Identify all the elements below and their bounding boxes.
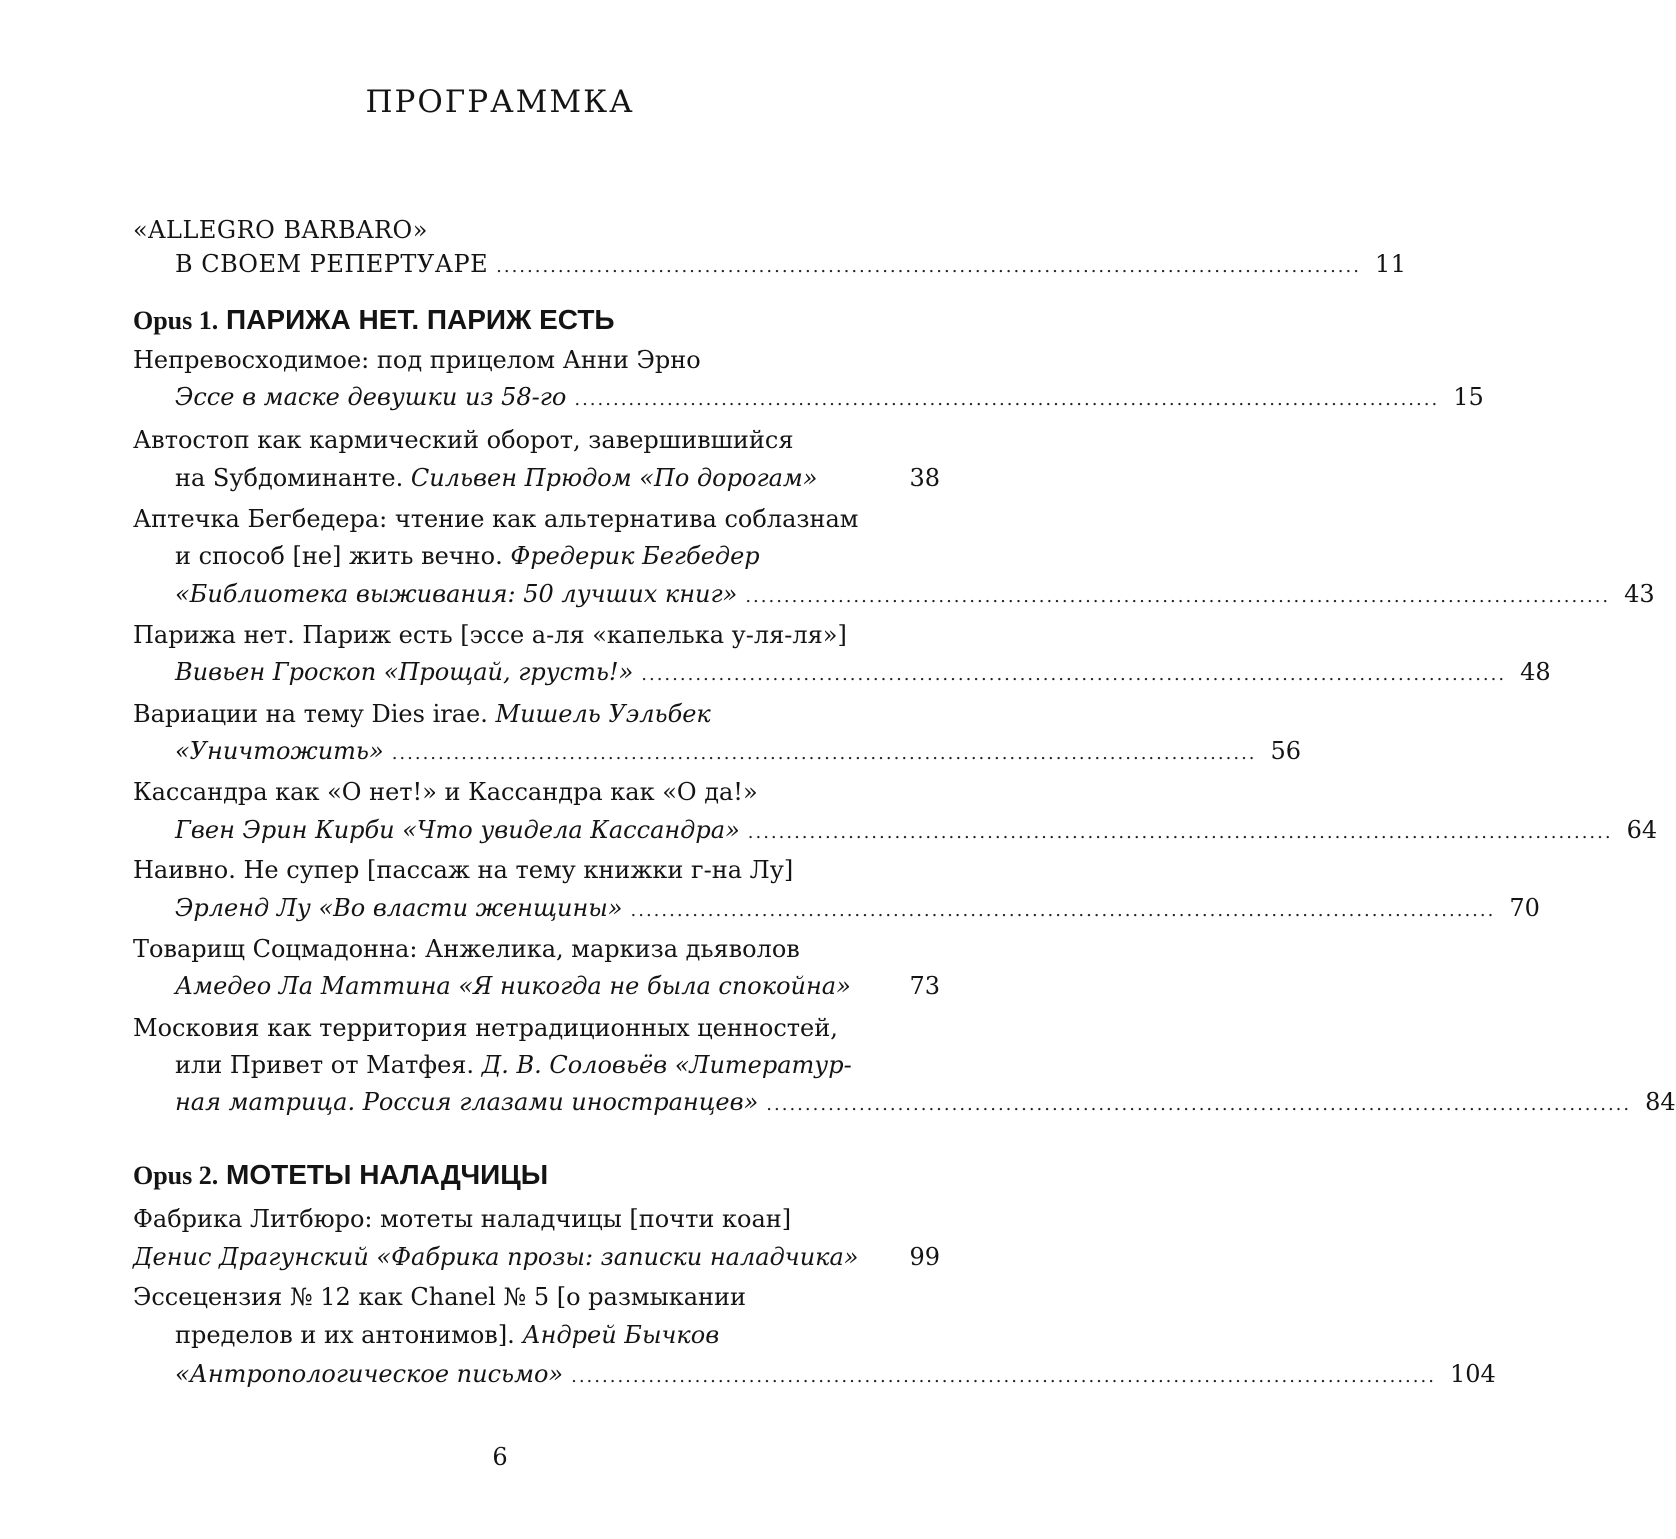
page-ref: 70 <box>1509 894 1540 922</box>
toc-entry-line[interactable]: Кассандра как «О нет!» и Кассандра как «О да!» <box>133 778 758 806</box>
page-ref: 38 <box>909 464 940 492</box>
toc-entry-line[interactable]: Парижа нет. Париж есть [эссе а-ля «капелька у-ля-ля»] <box>133 621 847 649</box>
toc-entry-line[interactable]: Гвен Эрин Кирби «Что увидела Кассандра» ................................................................................................................ 64 <box>175 813 940 847</box>
page-ref: 48 <box>1520 658 1551 686</box>
leader-dots: ................................................................................................................ <box>630 900 1496 921</box>
page-ref: 104 <box>1449 1360 1496 1388</box>
toc-entry-line[interactable]: Автостоп как кармический оборот, завершившийся <box>133 426 794 454</box>
leader-dots: ................................................................................................................ <box>574 389 1440 410</box>
leader-dots: ................................................................................................................ <box>747 822 1613 843</box>
toc-entry-line[interactable]: или Привет от Матфея. Д. В. Соловьёв «Литератур- <box>175 1051 852 1079</box>
intro-line-1: «ALLEGRO BARBARO» <box>133 216 428 244</box>
leader-dots: ................................................................................................................ <box>641 664 1507 685</box>
toc-entry-line[interactable]: «Библиотека выживания: 50 лучших книг» ................................................................................................................ 43 <box>175 577 940 611</box>
toc-entry-line[interactable]: «Уничтожить» ................................................................................................................ 56 <box>175 734 940 768</box>
page-title: ПРОГРАММКА <box>365 84 635 120</box>
intro-line-2[interactable]: В СВОЕМ РЕПЕРТУАРЕ ................................................................................................................ 11 <box>175 247 940 281</box>
toc-entry-line[interactable]: на Sубдоминанте. Сильвен Прюдом «По дорогам» 38 <box>175 461 940 495</box>
toc-entry-line[interactable]: Вариации на тему Dies irae. Мишель Уэльбек <box>133 700 711 728</box>
toc-entry-line[interactable]: Эссе в маске девушки из 58-го ................................................................................................................ 15 <box>175 380 940 414</box>
toc-entry-line[interactable]: ная матрица. Россия глазами иностранцев» ................................................................................................................ 84 <box>175 1085 940 1119</box>
toc-entry-line[interactable]: Эрленд Лу «Во власти женщины» ................................................................................................................ 70 <box>175 891 940 925</box>
leader-dots: ................................................................................................................ <box>496 256 1361 277</box>
page-ref: 73 <box>909 972 940 1000</box>
toc-entry-line[interactable]: Непревосходимое: под прицелом Анни Эрно <box>133 346 701 374</box>
page-ref: 15 <box>1453 383 1484 411</box>
toc-entry-line[interactable]: Фабрика Литбюро: мотеты наладчицы [почти коан] <box>133 1205 792 1233</box>
page-ref: 11 <box>1374 250 1407 278</box>
page-number: 6 <box>492 1443 508 1471</box>
toc-entry-line[interactable]: Денис Драгунский «Фабрика прозы: записки наладчика» 99 <box>133 1240 940 1274</box>
toc-entry-line[interactable]: пределов и их антонимов]. Андрей Бычков <box>175 1321 720 1349</box>
leader-dots: ................................................................................................................ <box>766 1094 1632 1115</box>
leader-dots: ................................................................................................................ <box>391 743 1257 764</box>
toc-entry-line[interactable]: Амедео Ла Маттина «Я никогда не была спокойна» 73 <box>175 969 940 1003</box>
page-ref: 56 <box>1270 737 1302 765</box>
toc-entry-line[interactable]: Эссецензия № 12 как Chanel № 5 [о размыкании <box>133 1283 746 1311</box>
leader-dots: ................................................................................................................ <box>745 586 1611 607</box>
page-ref: 64 <box>1626 816 1658 844</box>
toc-entry-line[interactable]: «Антропологическое письмо» ................................................................................................................ 104 <box>175 1357 940 1391</box>
toc-entry-line[interactable]: Вивьен Гроскоп «Прощай, грусть!» ................................................................................................................ 48 <box>175 655 940 689</box>
section-heading-opus-1: Opus 1. ПАРИЖА НЕТ. ПАРИЖ ЕСТЬ <box>133 304 615 335</box>
toc-entry-line[interactable]: Аптечка Бегбедера: чтение как альтернатива соблазнам <box>133 505 859 533</box>
leader-dots: ................................................................................................................ <box>571 1366 1436 1387</box>
page-ref: 99 <box>909 1243 940 1271</box>
toc-entry-line[interactable]: Товарищ Соцмадонна: Анжелика, маркиза дьяволов <box>133 935 800 963</box>
toc-entry-line[interactable]: Московия как территория нетрадиционных ценностей, <box>133 1014 838 1042</box>
toc-entry-line[interactable]: и способ [не] жить вечно. Фредерик Бегбедер <box>175 542 760 570</box>
page-ref: 43 <box>1624 580 1655 608</box>
section-heading-opus-2: Opus 2. МОТЕТЫ НАЛАДЧИЦЫ <box>133 1159 549 1190</box>
toc-entry-line[interactable]: Наивно. Не супер [пассаж на тему книжки г-на Лу] <box>133 856 794 884</box>
page-ref: 84 <box>1645 1088 1676 1116</box>
